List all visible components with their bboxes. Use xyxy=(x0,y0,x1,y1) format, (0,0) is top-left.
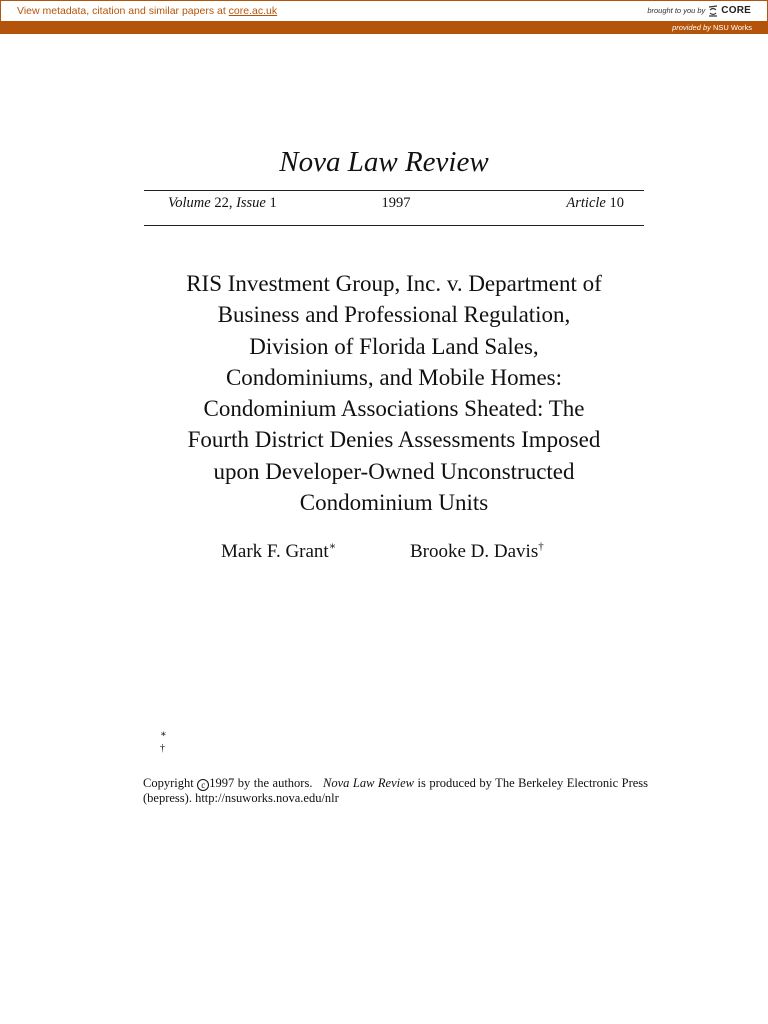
journal-meta-row xyxy=(168,195,624,213)
author-name: Mark F. Grant∗ xyxy=(221,540,337,562)
footnote-marker: † xyxy=(160,743,165,754)
provider-name: NSU Works xyxy=(712,23,752,32)
copyright-notice: Copyright c 1997 by the authors. Nova Law Review is produced by The Berkeley Electronic Press (bepress). http://nsuworks.nova.edu/nlr xyxy=(143,776,649,805)
title-line: Fourth District Denies Assessments Imposed xyxy=(187,427,601,453)
title-line: RIS Investment Group, Inc. v. Department of xyxy=(186,271,602,296)
core-view-text: View metadata, citation and similar papers at xyxy=(17,5,229,17)
title-line: Condominium Associations Sheated: The xyxy=(203,396,585,422)
footnote-mark: † xyxy=(538,540,544,553)
author-list xyxy=(144,541,644,565)
journal-name: Nova Law Review xyxy=(322,776,415,790)
header-rule-top xyxy=(144,190,644,191)
core-banner xyxy=(0,0,768,22)
core-brought-text: brought to you by xyxy=(647,5,706,15)
publication-year: 1997 xyxy=(381,195,411,211)
core-name: CORE xyxy=(721,4,751,16)
provider-bar xyxy=(0,22,768,34)
core-logo-icon xyxy=(708,4,718,16)
core-brand[interactable] xyxy=(647,4,751,16)
volume-issue: Volume 22, Issue 1 xyxy=(168,195,277,211)
provider-text: provided by NSU Works xyxy=(672,23,752,32)
article-title xyxy=(144,268,644,518)
footnote-mark: ∗ xyxy=(328,540,337,553)
title-line: Division of Florida Land Sales, xyxy=(249,333,539,359)
journal-title: Nova Law Review xyxy=(279,146,489,178)
header-rule-bottom xyxy=(144,225,644,226)
footnote-marker: ∗ xyxy=(160,729,167,740)
title-line: Condominium Units xyxy=(299,490,489,516)
core-metadata-notice xyxy=(17,5,277,17)
core-link[interactable]: core.ac.uk xyxy=(228,5,278,17)
article-number: Article 10 xyxy=(566,195,624,211)
title-line: Business and Professional Regulation, xyxy=(217,302,571,328)
title-line: Condominiums, and Mobile Homes: xyxy=(225,364,563,390)
title-line: upon Developer-Owned Unconstructed xyxy=(213,458,575,484)
copyright-symbol: c xyxy=(197,779,209,791)
author-name: Brooke D. Davis† xyxy=(410,540,544,562)
